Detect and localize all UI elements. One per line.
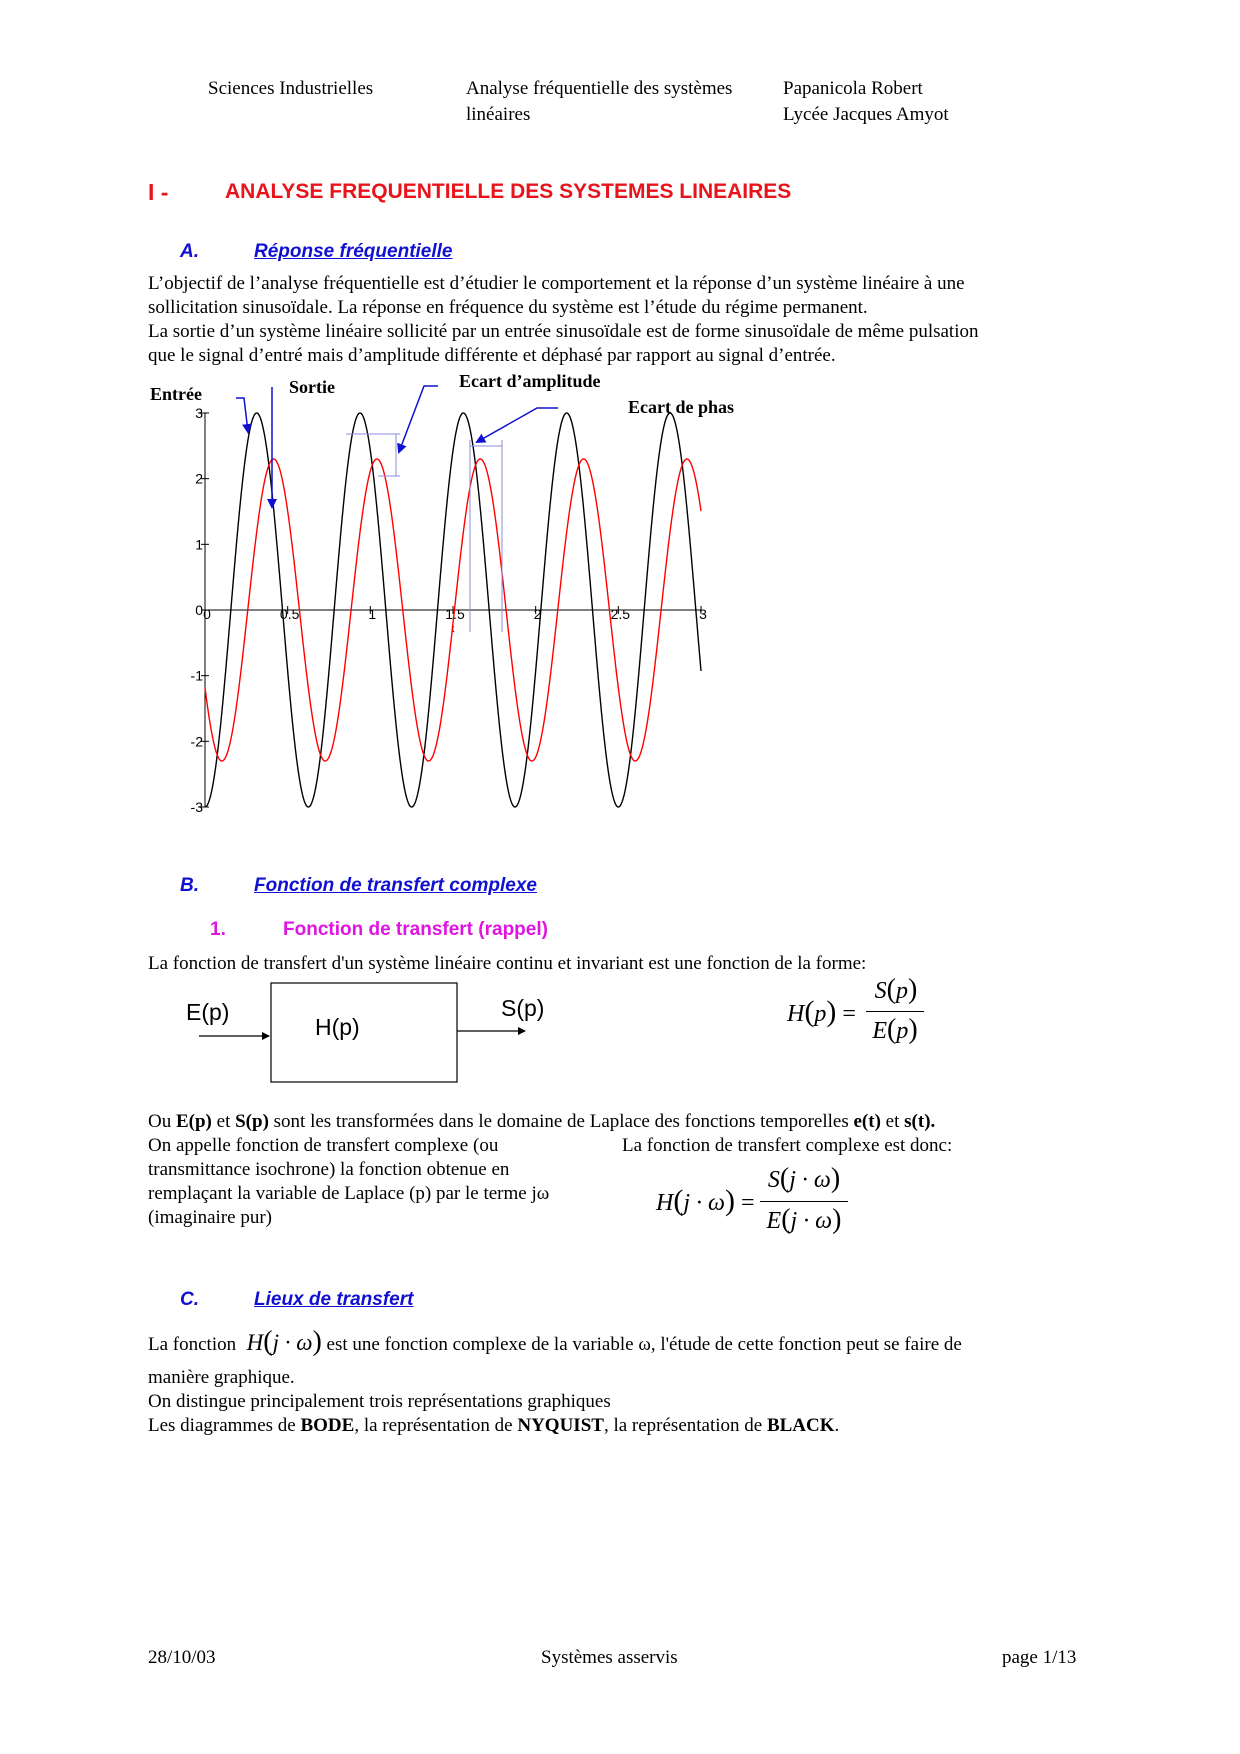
header-right [783,76,949,128]
x-axis-label: t [451,624,455,635]
x-tick-label: 1 [368,606,377,622]
section-c-line2: manière graphique. [148,1367,295,1388]
laplace-st: s(t). [904,1111,936,1132]
formula-hp-numerator: S(p) [874,974,918,1005]
formula-hjw-lhs-arg: j · ω [683,1190,725,1216]
x-tick-label: 3 [699,606,707,622]
laplace-ep: E(p) [175,1111,212,1132]
section-a-line: que le signal d’entré mais d’amplitude différente et déphasé par rapport au signal d’entrée. [148,345,836,366]
laplace-text-2: et [211,1111,236,1132]
line4-text-a: Les diagrammes de [148,1415,301,1436]
y-tick-label: -2 [190,733,203,750]
complex-tf-definition [148,1134,618,1230]
section-number: I - [148,179,169,205]
header-center [466,76,732,128]
formula-hp-den-arg: p [896,1018,909,1044]
ecart-phase-arrow [477,408,558,442]
block-diagram [195,980,535,1085]
subsection-number: 1. [210,919,226,940]
line4-text-b: , la représentation de [354,1415,518,1436]
formula-hjw-numerator: S(j · ω) [767,1163,841,1194]
block-output-label: S(p) [501,995,545,1021]
y-tick-label: 1 [195,536,203,553]
x-tick-label: 2.5 [610,606,631,622]
x-tick-label: 0.5 [279,606,300,622]
transfer-block [271,983,457,1082]
formula-hp-den-fn: E [872,1018,887,1044]
formula-hjw-lhs: H(j · ω) = [656,1184,755,1217]
section-c-title-text: Lieux de transfert [254,1289,414,1310]
label-ecart-phase: Ecart de phas [628,397,735,417]
ecart-amplitude-arrow [399,386,438,452]
section-c-letter: C. [180,1289,199,1310]
page-title: ANALYSE FREQUENTIELLE DES SYSTEMES LINEAIRES [225,180,792,203]
laplace-text-1: Ou [148,1111,176,1132]
section-a-letter: A. [180,241,199,262]
formula-hjw-denominator: E(j · ω) [766,1204,842,1235]
laplace-et: e(t) [853,1111,881,1132]
header-center-line2: linéaires [466,104,531,125]
formula-hp-num-arg: p [896,978,908,1004]
entree-arrow [236,398,248,432]
section-c-math: H(j · ω) [240,1326,322,1357]
section-c-line3: On distingue principalement trois représentations graphiques [148,1391,611,1412]
definition-line: On appelle fonction de transfert complexe (ou [148,1135,499,1156]
label-sortie: Sortie [289,377,335,397]
section-c-text-after: est une fonction complexe de la variable ω, l'étude de cette fonction peut se faire de [326,1334,962,1355]
definition-line: remplaçant la variable de Laplace (p) par le terme jω [148,1183,550,1204]
header-center-line1: Analyse fréquentielle des systèmes [466,78,733,99]
y-tick-label: 0 [195,602,203,618]
header-right-line2: Lycée Jacques Amyot [783,104,949,125]
line4-black: BLACK [766,1415,835,1436]
line4-text-c: , la représentation de [603,1415,767,1436]
subsection-title: Fonction de transfert (rappel) [283,919,548,940]
section-b-letter: B. [180,875,199,896]
formula-hp-lhs: H(p) = [787,995,856,1028]
laplace-sentence [148,1110,935,1134]
formula-hjw-num-arg: j · ω [789,1167,831,1193]
definition-line: transmittance isochrone) la fonction obtenue en [148,1159,510,1180]
block-label: H(p) [315,1014,360,1040]
y-tick-label: 3 [195,405,203,421]
section-a-line: La sortie d’un système linéaire sollicité par un entrée sinusoïdale est de forme sinusoïdale de même pulsation [148,321,979,342]
complex-tf-intro: La fonction de transfert complexe est donc: [622,1135,953,1156]
section-c-text-before: La fonction [148,1334,237,1355]
footer-center: Systèmes asservis [541,1647,678,1668]
section-b-title-text: Fonction de transfert complexe [254,875,537,896]
section-b-intro: La fonction de transfert d'un système linéaire continu et invariant est une fonction de la forme: [148,953,867,974]
sinusoid-chart [140,370,740,830]
line4-nyquist: NYQUIST [517,1415,604,1436]
footer-date: 28/10/03 [148,1647,216,1668]
line4-bode: BODE [300,1415,355,1436]
formula-hp-denominator: E(p) [872,1014,918,1045]
footer-page: page 1/13 [1002,1647,1077,1668]
laplace-text-4: et [880,1111,905,1132]
laplace-text-3: sont les transformées dans le domaine de Laplace des fonctions temporelles [268,1111,854,1132]
section-b-title [254,875,537,897]
y-tick-label: 2 [195,470,203,487]
section-a-title [254,241,453,263]
x-tick-label: 0 [203,606,211,622]
y-tick-label: -1 [190,667,203,684]
section-a-line: L’objectif de l’analyse fréquentielle est d’étudier le comportement et la réponse d’un système linéaire à une [148,273,965,294]
section-c-line1 [148,1326,962,1357]
label-ecart-amplitude: Ecart d’amplitude [459,371,601,391]
formula-hjw-den-arg: j · ω [790,1208,833,1234]
section-a-title-text: Réponse fréquentielle [254,241,453,262]
formula-hp-H: H [787,1001,805,1027]
header-right-line1: Papanicola Robert [783,78,923,99]
label-entree: Entrée [150,384,202,404]
formula-hjw-fraction-bar [760,1201,848,1202]
line4-text-d: . [834,1415,840,1436]
laplace-sp: S(p) [235,1111,269,1132]
formula-hp-fraction-bar [866,1011,924,1012]
y-tick-label: -3 [190,799,203,815]
formula-hp-num-fn: S [874,978,887,1004]
x-tick-label: 2 [533,606,542,622]
annotations [236,386,558,632]
section-c-title [254,1289,413,1311]
block-input-label: E(p) [186,999,230,1025]
x-tick-label: 1.5 [445,606,465,622]
formula-hp-arg: p [814,1001,827,1027]
section-a-line: sollicitation sinusoïdale. La réponse en fréquence du système est l’étude du régime permanent. [148,297,868,318]
definition-line: (imaginaire pur) [148,1207,272,1228]
section-a-paragraph [148,272,1108,368]
section-c-line4 [148,1414,839,1438]
section-c-math-arg: j · ω [272,1330,313,1355]
header-left: Sciences Industrielles [208,78,374,99]
